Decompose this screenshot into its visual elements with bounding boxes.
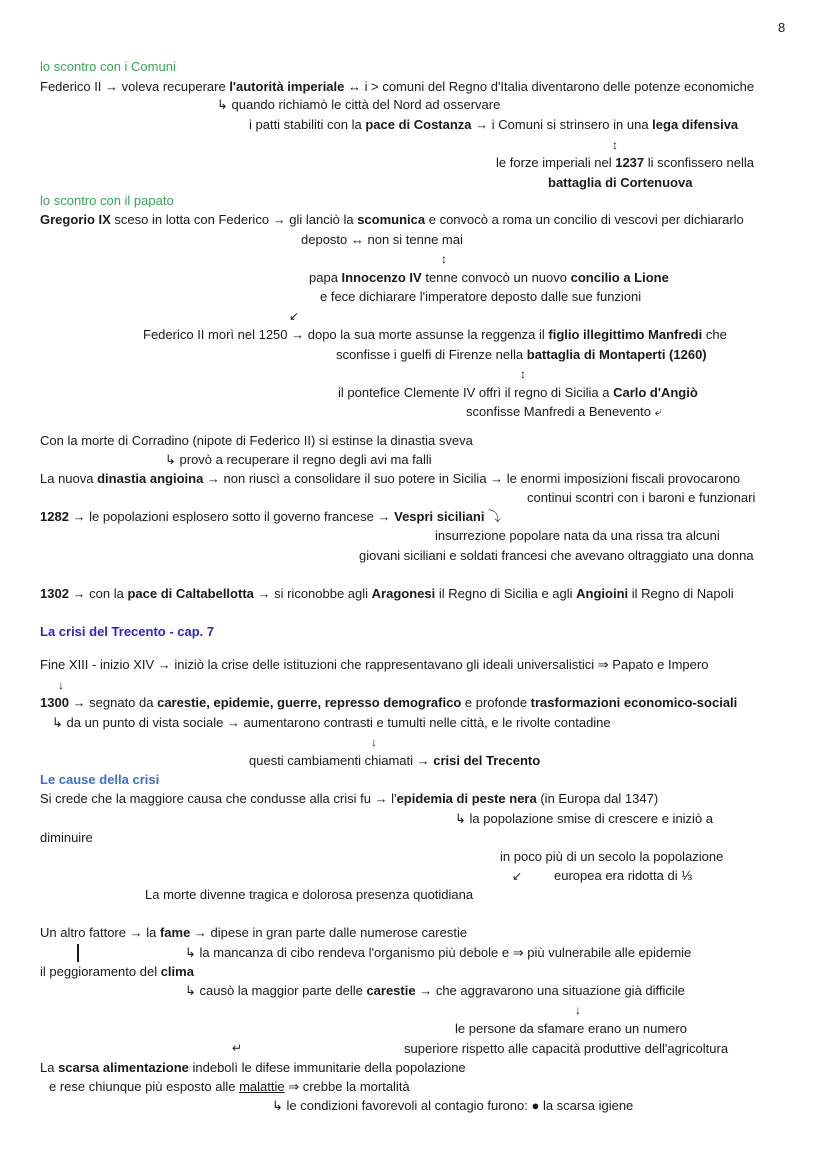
text-line: il peggioramento del clima: [40, 964, 194, 979]
text-line: giovani siciliani e soldati francesi che avevano oltraggiato una donna: [359, 548, 754, 563]
page-number: 8: [778, 20, 786, 35]
text-line: ↳ le condizioni favorevoli al contagio furono: ● la scarsa igiene: [272, 1098, 634, 1113]
text-line: Un altro fattore → la fame → dipese in gran parte dalle numerose carestie: [40, 925, 468, 940]
text-line: europea era ridotta di ⅓: [554, 868, 693, 883]
text-line: La scarsa alimentazione indebolì le difese immunitarie della popolazione: [40, 1060, 466, 1075]
text-line: 1282 → le popolazioni esplosero sotto il governo francese → Vespri siciliani ⤵: [40, 509, 502, 524]
section-heading-cause: Le cause della crisi: [40, 772, 160, 787]
text-line: e rese chiunque più esposto alle malattie ⇒ crebbe la mortalità: [49, 1079, 410, 1094]
text-line: 1300 → segnato da carestie, epidemie, guerre, represso demografico e profonde trasformazioni economico-sociali: [40, 695, 738, 710]
text-line: e fece dichiarare l'imperatore deposto dalle sue funzioni: [320, 289, 642, 304]
arrow-updown-icon: ↕: [441, 252, 447, 266]
text-line: La nuova dinastia angioina → non riuscì a consolidare il suo potere in Sicilia → le enormi imposizioni fiscali provocarono: [40, 471, 741, 486]
text-line: continui scontri con i baroni e funzionari: [527, 490, 756, 505]
arrow-down-icon: ↓: [58, 678, 64, 692]
arrow-updown-icon: ↕: [612, 138, 618, 152]
text-line: ↳ da un punto di vista sociale → aumentarono contrasti e tumulti nelle città, e le rivolte contadine: [52, 715, 611, 730]
text-line: deposto ↔ non si tenne mai: [301, 232, 463, 247]
text-line: Gregorio IX sceso in lotta con Federico → gli lanciò la scomunica e convocò a roma un concilio di vescovi per dichiararlo: [40, 212, 744, 227]
arrow-down-left-icon: ↙: [289, 309, 300, 323]
text-line: superiore rispetto alle capacità produttive dell'agricoltura: [404, 1041, 729, 1056]
text-line: ↳ la popolazione smise di crescere e iniziò a: [455, 811, 714, 826]
text-line: battaglia di Cortenuova: [548, 175, 693, 190]
text-line: le forze imperiali nel 1237 li sconfissero nella: [496, 155, 754, 170]
text-line: le persone da sfamare erano un numero: [455, 1021, 687, 1036]
arrow-return-icon: ↵: [232, 1041, 243, 1055]
text-line: sconfisse Manfredi a Benevento ⤶: [466, 404, 662, 419]
arrow-down-icon: ↓: [575, 1003, 581, 1017]
arrow-down-left-icon: ↙: [512, 869, 523, 883]
text-line: ↳ la mancanza di cibo rendeva l'organismo più debole e ⇒ più vulnerabile alle epidemie: [185, 945, 692, 960]
text-line: insurrezione popolare nata da una rissa tra alcuni: [435, 528, 720, 543]
section-heading-papato: lo scontro con il papato: [40, 193, 174, 208]
text-line: ↳ quando richiamò le città del Nord ad osservare: [217, 97, 501, 112]
text-line: Con la morte di Corradino (nipote di Federico II) si estinse la dinastia sveva: [40, 433, 473, 448]
vertical-connector-line: [77, 944, 79, 962]
text-line: in poco più di un secolo la popolazione: [500, 849, 724, 864]
text-line: 1302 → con la pace di Caltabellotta → si riconobbe agli Aragonesi il Regno di Sicilia e agli Angioini il Regno di Napoli: [40, 586, 734, 601]
text-line: il pontefice Clemente IV offrì il regno di Sicilia a Carlo d'Angiò: [338, 385, 698, 400]
text-line: Fine XIII - inizio XIV → iniziò la crise delle istituzioni che rappresentavano gli ideali universalistici ⇒ Papato e Impero: [40, 657, 709, 672]
text-line: i patti stabiliti con la pace di Costanza → i Comuni si strinsero in una lega difensiva: [249, 117, 739, 132]
text-line: La morte divenne tragica e dolorosa presenza quotidiana: [145, 887, 474, 902]
arrow-updown-icon: ↕: [520, 367, 526, 381]
section-heading-comuni: lo scontro con i Comuni: [40, 59, 176, 74]
text-line: papa Innocenzo IV tenne convocò un nuovo concilio a Lione: [309, 270, 669, 285]
text-line: Federico II morì nel 1250 → dopo la sua morte assunse la reggenza il figlio illegittimo Manfredi che: [143, 327, 727, 342]
text-line: diminuire: [40, 830, 93, 845]
text-line: ↳ provò a recuperare il regno degli avi ma falli: [165, 452, 432, 467]
text-line: questi cambiamenti chiamati → crisi del Trecento: [249, 753, 541, 768]
text-line: sconfisse i guelfi di Firenze nella battaglia di Montaperti (1260): [336, 347, 707, 362]
text-line: Si crede che la maggiore causa che condusse alla crisi fu → l'epidemia di peste nera (in Europa dal 1347): [40, 791, 659, 806]
text-line: Federico II → voleva recuperare l'autorità imperiale ↔ i > comuni del Regno d'Italia diventarono delle potenze economiche: [40, 79, 755, 94]
chapter-heading: La crisi del Trecento - cap. 7: [40, 624, 215, 639]
text-line: ↳ causò la maggior parte delle carestie → che aggravarono una situazione già difficile: [185, 983, 685, 998]
arrow-down-icon: ↓: [371, 735, 377, 749]
